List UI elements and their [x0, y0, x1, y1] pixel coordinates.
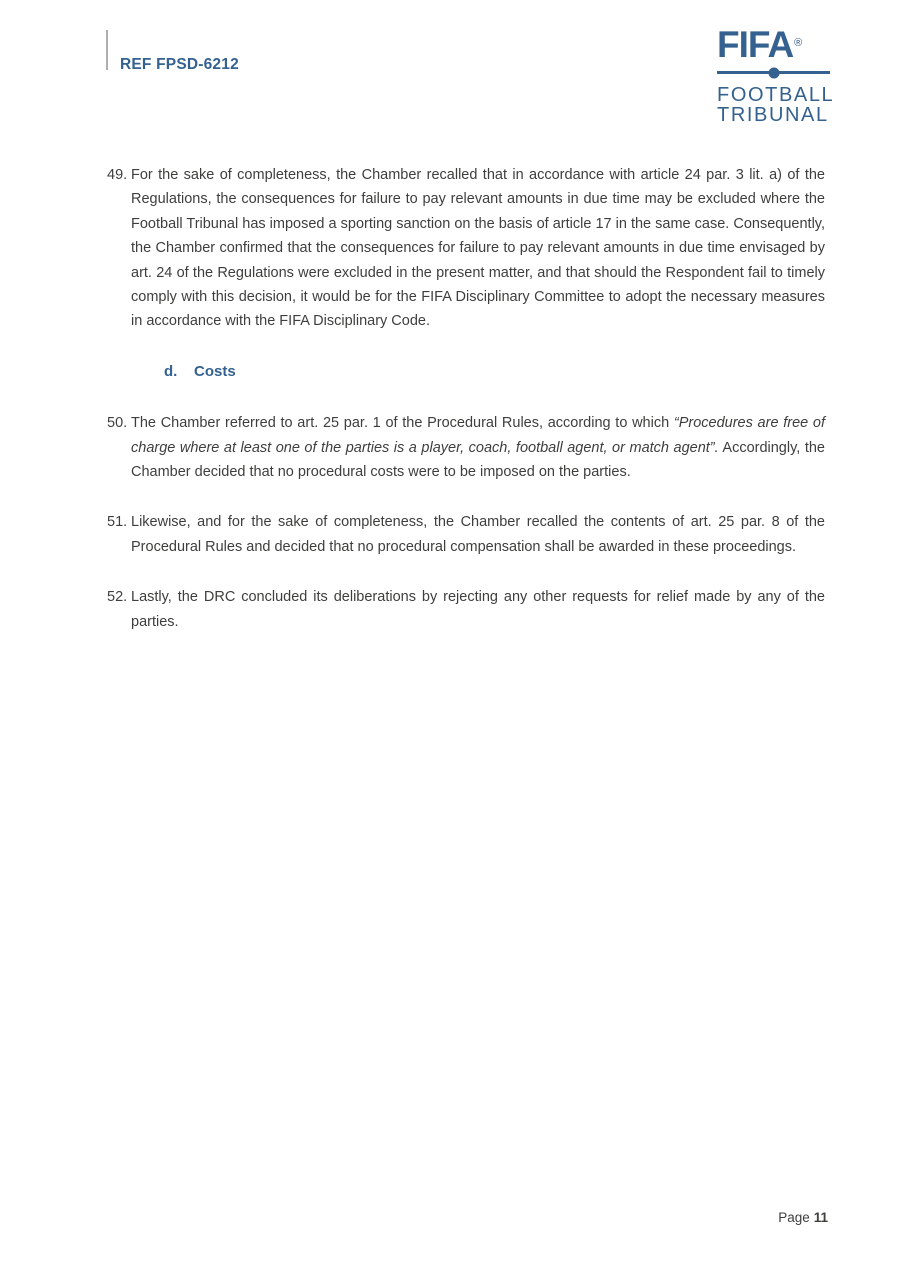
page-label: Page: [778, 1210, 810, 1225]
paragraph-number: 51.: [107, 514, 128, 531]
logo-divider-line: [717, 71, 830, 74]
heading-letter: d.: [164, 362, 178, 380]
heading-label: Costs: [194, 362, 236, 380]
logo-subtitle: [717, 84, 835, 126]
paragraph-51: [107, 510, 825, 559]
page-number: 11: [813, 1210, 828, 1225]
paragraph-text-before-quote: The Chamber referred to art. 25 par. 1 of the Procedural Rules, according to which: [131, 415, 674, 432]
paragraph-49: [107, 163, 825, 334]
logo-dot-icon: [768, 67, 779, 78]
page-footer: [778, 1210, 828, 1225]
paragraph-number: 50.: [107, 415, 128, 432]
paragraph-text: For the sake of completeness, the Chamber recalled that in accordance with article 24 par. 3 lit. a) of the Regulations, the consequences for failure to pay relevant amounts in due time may be excluded where the Football Tribunal has imposed a sporting sanction on the basis of article 17 in the same case. Consequently, the Chamber confirmed that the consequences for failure to pay relevant amounts in due time envisaged by art. 24 of the Regulations were excluded in the present matter, and that should the Respondent fail to timely comply with this decision, it would be for the FIFA Disciplinary Committee to adopt the necessary measures in accordance with the FIFA Disciplinary Code.: [131, 167, 825, 330]
procedural-rules-quote: “Procedures are free of charge where at least one of the parties is a player, coach, football agent, or match agent”.: [131, 415, 825, 456]
fifa-wordmark: [717, 24, 830, 65]
paragraph-52: [107, 585, 825, 634]
paragraph-number: 49.: [107, 167, 128, 183]
paragraph-text: Lastly, the DRC concluded its deliberations by rejecting any other requests for relief made by any of the parties.: [131, 589, 825, 630]
header-divider-bar: [106, 30, 108, 70]
costs-heading: [164, 360, 825, 384]
paragraph-text: Likewise, and for the sake of completeness, the Chamber recalled the contents of art. 25 par. 8 of the Procedural Rules and decided that no procedural compensation shall be awarded in these proceedings.: [131, 514, 825, 555]
paragraph-50: [107, 411, 825, 484]
reference-number: REF FPSD-6212: [120, 56, 239, 73]
paragraph-number: 52.: [107, 589, 128, 606]
fifa-football-tribunal-logo: [717, 24, 835, 126]
paragraph-text: [131, 411, 825, 484]
paragraph-text-after-quote: Accordingly, the Chamber decided that no procedural costs were to be imposed on the parties.: [131, 439, 825, 481]
fifa-brand-text: FIFA: [717, 24, 794, 65]
logo-line-football: FOOTBALL: [717, 84, 835, 106]
registered-trademark-icon: ®: [794, 37, 803, 49]
document-body: [107, 163, 825, 660]
logo-line-tribunal: TRIBUNAL: [717, 104, 829, 126]
